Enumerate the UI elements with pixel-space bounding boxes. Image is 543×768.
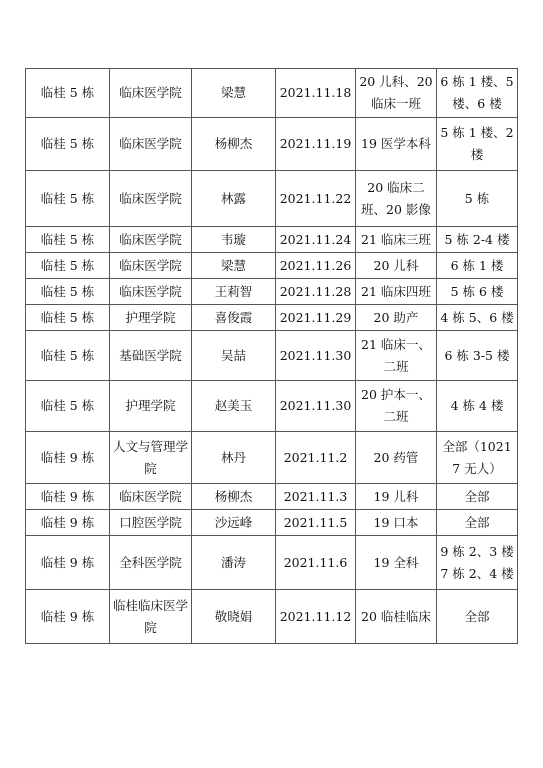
cell-date: 2021.11.5 bbox=[276, 510, 356, 536]
cell-college: 护理学院 bbox=[110, 305, 192, 331]
cell-building: 临桂 9 栋 bbox=[26, 484, 110, 510]
cell-name: 沙远峰 bbox=[192, 510, 276, 536]
cell-name: 韦璇 bbox=[192, 227, 276, 253]
table-row bbox=[26, 590, 518, 644]
cell-floors: 全部 bbox=[437, 510, 518, 536]
cell-name: 王莉智 bbox=[192, 279, 276, 305]
cell-class: 20 儿科、20 临床一班 bbox=[356, 69, 437, 118]
schedule-table bbox=[25, 68, 518, 644]
cell-name: 林露 bbox=[192, 171, 276, 227]
cell-college: 临床医学院 bbox=[110, 227, 192, 253]
cell-name: 吴喆 bbox=[192, 331, 276, 381]
cell-building: 临桂 5 栋 bbox=[26, 331, 110, 381]
cell-college: 临床医学院 bbox=[110, 118, 192, 171]
table-row bbox=[26, 536, 518, 590]
cell-date: 2021.11.12 bbox=[276, 590, 356, 644]
cell-name: 林丹 bbox=[192, 432, 276, 484]
table-row bbox=[26, 432, 518, 484]
cell-name: 潘涛 bbox=[192, 536, 276, 590]
table-row bbox=[26, 510, 518, 536]
cell-class: 19 儿科 bbox=[356, 484, 437, 510]
cell-class: 20 临桂临床 bbox=[356, 590, 437, 644]
cell-class: 20 助产 bbox=[356, 305, 437, 331]
cell-name: 梁慧 bbox=[192, 253, 276, 279]
cell-floors: 全部 bbox=[437, 590, 518, 644]
cell-building: 临桂 5 栋 bbox=[26, 118, 110, 171]
cell-building: 临桂 9 栋 bbox=[26, 590, 110, 644]
table-row bbox=[26, 171, 518, 227]
cell-class: 19 口本 bbox=[356, 510, 437, 536]
cell-building: 临桂 5 栋 bbox=[26, 171, 110, 227]
cell-class: 21 临床四班 bbox=[356, 279, 437, 305]
cell-college: 护理学院 bbox=[110, 381, 192, 432]
cell-floors: 6 栋 3-5 楼 bbox=[437, 331, 518, 381]
cell-class: 20 护本一、二班 bbox=[356, 381, 437, 432]
cell-class: 20 药管 bbox=[356, 432, 437, 484]
cell-college: 临床医学院 bbox=[110, 253, 192, 279]
table-row bbox=[26, 279, 518, 305]
table-row bbox=[26, 69, 518, 118]
table-row bbox=[26, 381, 518, 432]
cell-floors: 4 栋 5、6 楼 bbox=[437, 305, 518, 331]
cell-building: 临桂 5 栋 bbox=[26, 381, 110, 432]
cell-date: 2021.11.19 bbox=[276, 118, 356, 171]
table-row bbox=[26, 305, 518, 331]
cell-floors: 5 栋 1 楼、2 楼 bbox=[437, 118, 518, 171]
cell-college: 全科医学院 bbox=[110, 536, 192, 590]
cell-college: 临床医学院 bbox=[110, 171, 192, 227]
cell-name: 敬晓娟 bbox=[192, 590, 276, 644]
cell-floors: 5 栋 2-4 楼 bbox=[437, 227, 518, 253]
cell-building: 临桂 5 栋 bbox=[26, 227, 110, 253]
cell-building: 临桂 5 栋 bbox=[26, 69, 110, 118]
cell-name: 杨柳杰 bbox=[192, 118, 276, 171]
cell-date: 2021.11.22 bbox=[276, 171, 356, 227]
schedule-table-body bbox=[26, 69, 518, 644]
cell-class: 21 临床三班 bbox=[356, 227, 437, 253]
table-row bbox=[26, 227, 518, 253]
cell-floors: 6 栋 1 楼、5 楼、6 楼 bbox=[437, 69, 518, 118]
cell-college: 人文与管理学院 bbox=[110, 432, 192, 484]
cell-date: 2021.11.18 bbox=[276, 69, 356, 118]
cell-class: 21 临床一、二班 bbox=[356, 331, 437, 381]
cell-college: 临床医学院 bbox=[110, 69, 192, 118]
cell-building: 临桂 5 栋 bbox=[26, 305, 110, 331]
cell-building: 临桂 9 栋 bbox=[26, 536, 110, 590]
cell-date: 2021.11.6 bbox=[276, 536, 356, 590]
cell-date: 2021.11.24 bbox=[276, 227, 356, 253]
cell-building: 临桂 9 栋 bbox=[26, 432, 110, 484]
cell-building: 临桂 9 栋 bbox=[26, 510, 110, 536]
cell-name: 喜俊霞 bbox=[192, 305, 276, 331]
cell-name: 梁慧 bbox=[192, 69, 276, 118]
cell-college: 口腔医学院 bbox=[110, 510, 192, 536]
cell-date: 2021.11.28 bbox=[276, 279, 356, 305]
table-row bbox=[26, 331, 518, 381]
cell-college: 临床医学院 bbox=[110, 279, 192, 305]
table-row bbox=[26, 118, 518, 171]
cell-floors: 全部（10217 无人） bbox=[437, 432, 518, 484]
cell-date: 2021.11.2 bbox=[276, 432, 356, 484]
cell-date: 2021.11.30 bbox=[276, 331, 356, 381]
cell-college: 临桂临床医学院 bbox=[110, 590, 192, 644]
cell-floors: 9 栋 2、3 楼 7 栋 2、4 楼 bbox=[437, 536, 518, 590]
table-row bbox=[26, 253, 518, 279]
cell-college: 基础医学院 bbox=[110, 331, 192, 381]
cell-date: 2021.11.3 bbox=[276, 484, 356, 510]
cell-date: 2021.11.30 bbox=[276, 381, 356, 432]
cell-floors: 4 栋 4 楼 bbox=[437, 381, 518, 432]
cell-building: 临桂 5 栋 bbox=[26, 253, 110, 279]
cell-date: 2021.11.29 bbox=[276, 305, 356, 331]
cell-floors: 5 栋 bbox=[437, 171, 518, 227]
cell-building: 临桂 5 栋 bbox=[26, 279, 110, 305]
cell-floors: 全部 bbox=[437, 484, 518, 510]
table-row bbox=[26, 484, 518, 510]
cell-class: 20 儿科 bbox=[356, 253, 437, 279]
cell-floors: 5 栋 6 楼 bbox=[437, 279, 518, 305]
cell-name: 赵美玉 bbox=[192, 381, 276, 432]
cell-class: 19 医学本科 bbox=[356, 118, 437, 171]
cell-floors: 6 栋 1 楼 bbox=[437, 253, 518, 279]
cell-date: 2021.11.26 bbox=[276, 253, 356, 279]
cell-name: 杨柳杰 bbox=[192, 484, 276, 510]
cell-college: 临床医学院 bbox=[110, 484, 192, 510]
cell-class: 20 临床二班、20 影像 bbox=[356, 171, 437, 227]
cell-class: 19 全科 bbox=[356, 536, 437, 590]
